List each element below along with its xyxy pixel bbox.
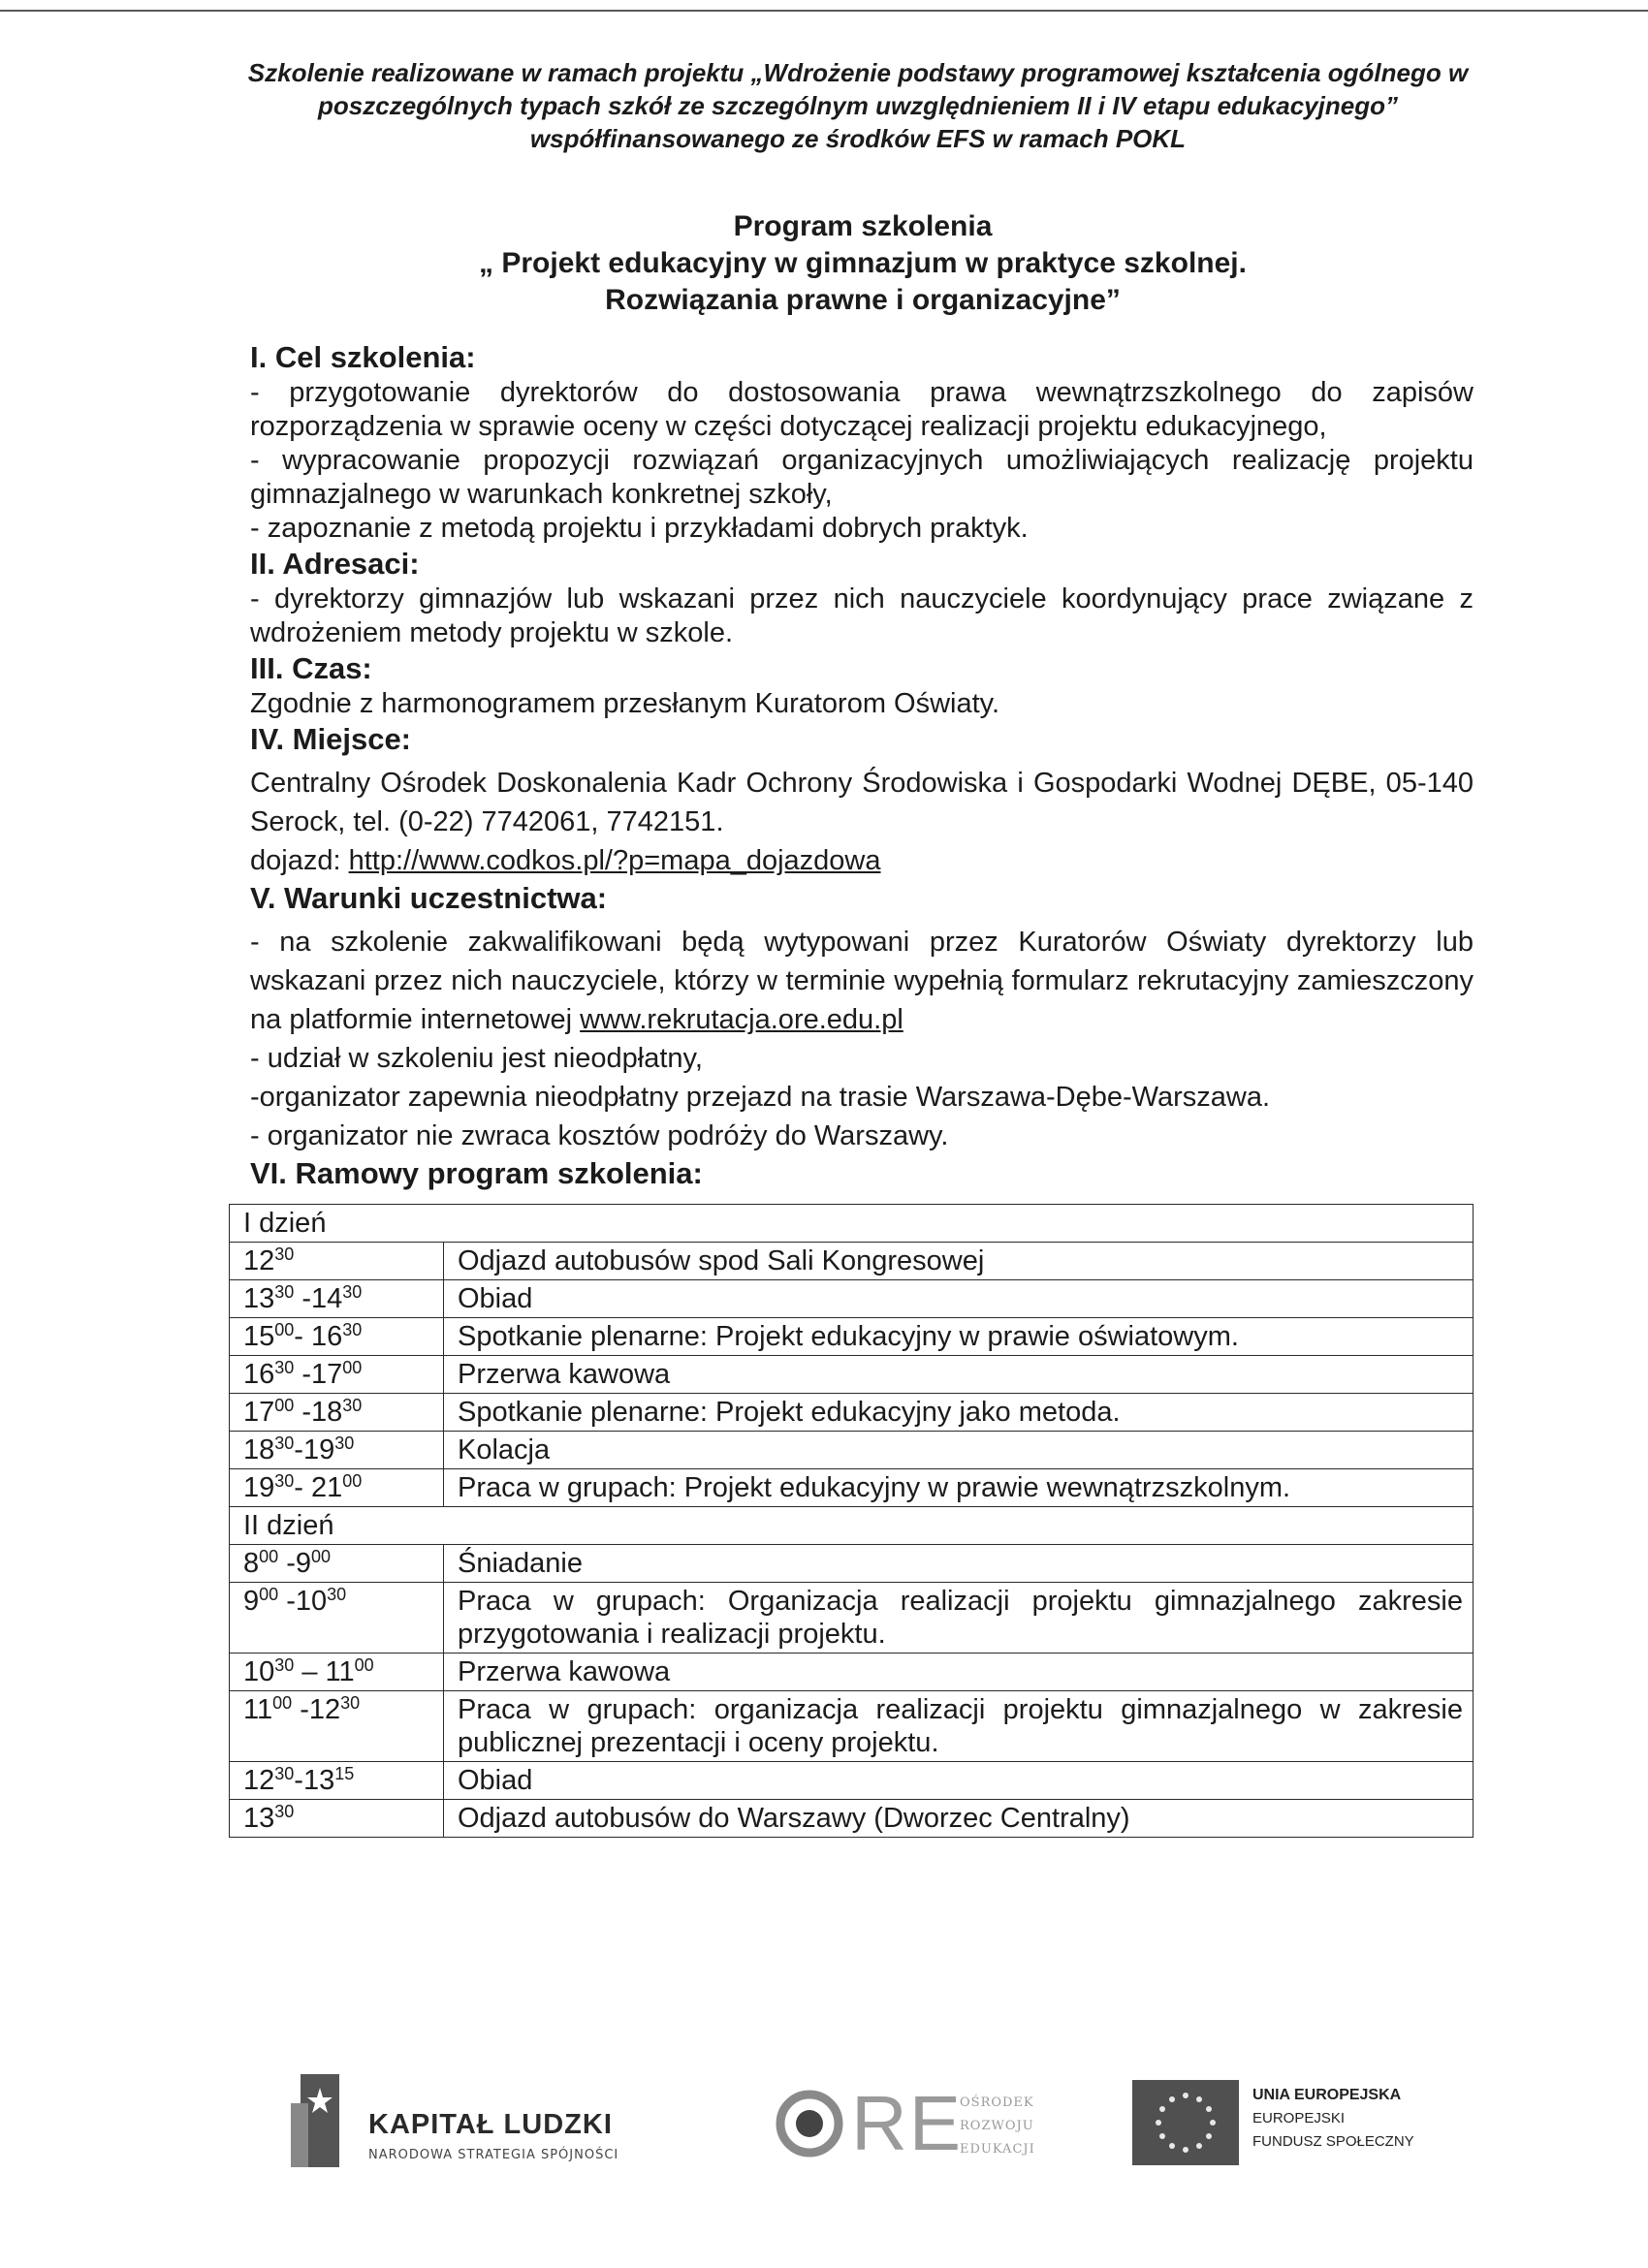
czas-text: Zgodnie z harmonogramem przesłanym Kuratorom Oświaty. bbox=[250, 688, 1000, 719]
section-heading-czas: III. Czas: bbox=[250, 651, 372, 685]
dojazd-label: dojazd: bbox=[250, 845, 341, 876]
time-start-minutes: 00 bbox=[272, 1693, 293, 1713]
schedule-table bbox=[229, 1204, 1474, 1838]
time-end-hour: 14 bbox=[311, 1283, 343, 1314]
schedule-row bbox=[230, 1545, 1474, 1583]
time-start-minutes: 30 bbox=[274, 1471, 295, 1491]
kapital-ludzki-logo bbox=[291, 2064, 619, 2171]
schedule-row bbox=[230, 1243, 1474, 1280]
schedule-time bbox=[230, 1654, 444, 1691]
schedule-row bbox=[230, 1691, 1474, 1762]
warunki-item-3: -organizator zapewnia nieodpłatny przejazd na trasie Warszawa-Dębe-Warszawa. bbox=[250, 1082, 1271, 1113]
rekrutacja-link[interactable]: www.rekrutacja.ore.edu.pl bbox=[580, 1004, 903, 1035]
schedule-time bbox=[230, 1469, 444, 1507]
time-start-minutes: 00 bbox=[259, 1585, 279, 1604]
ore-line-2: ROZWOJU bbox=[960, 2119, 1034, 2133]
time-separator: - bbox=[294, 1283, 312, 1314]
time-separator: - bbox=[294, 1397, 312, 1428]
schedule-day-empty-cell bbox=[444, 1507, 1474, 1545]
schedule-time bbox=[230, 1432, 444, 1469]
eu-logo bbox=[1132, 2080, 1414, 2177]
schedule-time bbox=[230, 1394, 444, 1432]
scan-border-line bbox=[0, 10, 1648, 12]
time-start-hour: 15 bbox=[243, 1321, 275, 1352]
time-end-minutes: 00 bbox=[311, 1547, 332, 1566]
time-start-minutes: 30 bbox=[274, 1764, 295, 1783]
dojazd-link[interactable]: http://www.codkos.pl/?p=mapa_dojazdowa bbox=[348, 845, 881, 876]
time-start-minutes: 00 bbox=[274, 1396, 295, 1415]
time-start-hour: 9 bbox=[243, 1586, 260, 1617]
title-line-1: Program szkolenia bbox=[733, 210, 993, 242]
time-end-minutes: 30 bbox=[327, 1585, 347, 1604]
eu-line-3: FUNDUSZ SPOŁECZNY bbox=[1252, 2133, 1414, 2150]
schedule-activity: Odjazd autobusów spod Sali Kongresowej bbox=[444, 1243, 1474, 1280]
ore-circle-icon bbox=[776, 2090, 843, 2158]
time-end-hour: 12 bbox=[308, 1694, 341, 1725]
header-note-line: poszczególnych typach szkół ze szczególnym uwzględnieniem II i IV etapu edukacyjnego” bbox=[318, 91, 1398, 120]
schedule-activity: Spotkanie plenarne: Projekt edukacyjny w prawie oświatowym. bbox=[444, 1318, 1474, 1356]
time-end-minutes: 30 bbox=[334, 1433, 355, 1453]
miejsce-text: Centralny Ośrodek Doskonalenia Kadr Ochrony Środowiska i Gospodarki Wodnej DĘBE, 05-140 Serock, tel. (0-22) 7742061, 7742151. bbox=[250, 768, 1474, 837]
time-start-minutes: 30 bbox=[274, 1433, 295, 1453]
schedule-body bbox=[230, 1205, 1474, 1838]
time-start-hour: 12 bbox=[243, 1765, 275, 1796]
schedule-row bbox=[230, 1762, 1474, 1800]
schedule-activity: Przerwa kawowa bbox=[444, 1356, 1474, 1394]
schedule-activity: Praca w grupach: Organizacja realizacji projektu gimnazjalnego zakresie przygotowania i realizacji projektu. bbox=[444, 1583, 1474, 1654]
time-end-minutes: 30 bbox=[342, 1396, 363, 1415]
time-start-hour: 16 bbox=[243, 1359, 275, 1390]
time-separator: - bbox=[294, 1321, 312, 1352]
time-start-hour: 8 bbox=[243, 1548, 260, 1579]
schedule-day-empty-cell bbox=[444, 1205, 1474, 1243]
schedule-activity: Śniadanie bbox=[444, 1545, 1474, 1583]
schedule-time bbox=[230, 1800, 444, 1838]
footer-logos bbox=[0, 2064, 1648, 2200]
schedule-day-label: I dzień bbox=[230, 1205, 444, 1243]
time-start-minutes: 30 bbox=[274, 1358, 295, 1377]
schedule-row bbox=[230, 1654, 1474, 1691]
schedule-activity: Kolacja bbox=[444, 1432, 1474, 1469]
eu-line-1: UNIA EUROPEJSKA bbox=[1252, 2087, 1402, 2103]
section-heading-warunki: V. Warunki uczestnictwa: bbox=[250, 881, 608, 915]
title-line-3: Rozwiązania prawne i organizacyjne” bbox=[605, 284, 1121, 316]
time-end-hour: 11 bbox=[325, 1656, 355, 1687]
header-note-line: Szkolenie realizowane w ramach projektu „Wdrożenie podstawy programowej kształcenia ogólnego w bbox=[247, 58, 1469, 87]
kapital-ludzki-title: KAPITAŁ LUDZKI bbox=[368, 2109, 613, 2140]
time-start-hour: 17 bbox=[243, 1397, 275, 1428]
ore-logo bbox=[776, 2080, 1057, 2171]
schedule-activity: Spotkanie plenarne: Projekt edukacyjny jako metoda. bbox=[444, 1394, 1474, 1432]
time-separator: - bbox=[278, 1586, 296, 1617]
section-heading-adresaci: II. Adresaci: bbox=[250, 547, 420, 581]
time-start-minutes: 00 bbox=[259, 1547, 279, 1566]
time-end-minutes: 00 bbox=[354, 1655, 374, 1675]
section-heading-miejsce: IV. Miejsce: bbox=[250, 722, 412, 756]
cel-item-3: - zapoznanie z metodą projektu i przykładami dobrych praktyk. bbox=[250, 513, 1029, 544]
schedule-time bbox=[230, 1318, 444, 1356]
schedule-row bbox=[230, 1280, 1474, 1318]
time-start-hour: 11 bbox=[243, 1694, 273, 1725]
schedule-time bbox=[230, 1280, 444, 1318]
schedule-activity: Obiad bbox=[444, 1762, 1474, 1800]
time-start-hour: 10 bbox=[243, 1656, 275, 1687]
schedule-activity: Praca w grupach: organizacja realizacji projektu gimnazjalnego w zakresie publicznej prezentacji i oceny projektu. bbox=[444, 1691, 1474, 1762]
document-body bbox=[250, 339, 1474, 1192]
time-start-hour: 18 bbox=[243, 1434, 275, 1465]
cel-item-2: - wypracowanie propozycji rozwiązań organizacyjnych umożliwiających realizację projektu gimnazjalnego w warunkach konkretnej szkoły, bbox=[250, 445, 1474, 510]
time-separator: - bbox=[292, 1694, 309, 1725]
schedule-row bbox=[230, 1394, 1474, 1432]
eu-flag-icon bbox=[1132, 2080, 1239, 2165]
time-separator: - bbox=[294, 1472, 312, 1503]
schedule-day-row bbox=[230, 1205, 1474, 1243]
time-separator: - bbox=[294, 1359, 312, 1390]
time-end-hour: 9 bbox=[295, 1548, 312, 1579]
time-end-hour: 17 bbox=[311, 1359, 343, 1390]
schedule-activity: Obiad bbox=[444, 1280, 1474, 1318]
time-start-minutes: 30 bbox=[274, 1282, 295, 1302]
schedule-time bbox=[230, 1762, 444, 1800]
title-line-2: „ Projekt edukacyjny w gimnazjum w praktyce szkolnej. bbox=[479, 247, 1247, 279]
schedule-row bbox=[230, 1800, 1474, 1838]
cel-item-1: - przygotowanie dyrektorów do dostosowania prawa wewnątrzszkolnego do zapisów rozporządzenia w sprawie oceny w części dotyczącej realizacji projektu edukacyjnego, bbox=[250, 377, 1474, 442]
schedule-time bbox=[230, 1356, 444, 1394]
time-start-minutes: 30 bbox=[274, 1802, 295, 1821]
time-end-minutes: 30 bbox=[342, 1320, 363, 1339]
time-end-minutes: 00 bbox=[342, 1471, 363, 1491]
time-end-hour: 10 bbox=[295, 1586, 328, 1617]
header-note-line: współfinansowanego ze środków EFS w ramach POKL bbox=[529, 124, 1187, 153]
time-end-minutes: 30 bbox=[340, 1693, 361, 1713]
schedule-row bbox=[230, 1583, 1474, 1654]
adresaci-text: - dyrektorzy gimnazjów lub wskazani przez nich nauczyciele koordynujący prace związane z wdrożeniem metody projektu w szkole. bbox=[250, 583, 1474, 648]
schedule-time bbox=[230, 1583, 444, 1654]
section-heading-program: VI. Ramowy program szkolenia: bbox=[250, 1156, 703, 1190]
time-start-hour: 12 bbox=[243, 1245, 275, 1276]
warunki-item-2: - udział w szkoleniu jest nieodpłatny, bbox=[250, 1043, 703, 1074]
schedule-time bbox=[230, 1545, 444, 1583]
kapital-ludzki-subtitle: NARODOWA STRATEGIA SPÓJNOŚCI bbox=[368, 2148, 619, 2162]
dojazd-line bbox=[250, 841, 1474, 880]
schedule-day-row bbox=[230, 1507, 1474, 1545]
time-separator: - bbox=[278, 1548, 296, 1579]
schedule-row bbox=[230, 1318, 1474, 1356]
time-end-minutes: 00 bbox=[342, 1358, 363, 1377]
ore-letters: RE bbox=[851, 2080, 964, 2166]
schedule-row bbox=[230, 1469, 1474, 1507]
time-start-minutes: 30 bbox=[274, 1655, 295, 1675]
time-end-hour: 16 bbox=[311, 1321, 343, 1352]
time-end-hour: 18 bbox=[311, 1397, 343, 1428]
schedule-activity: Praca w grupach: Projekt edukacyjny w prawie wewnątrzszkolnym. bbox=[444, 1469, 1474, 1507]
schedule-day-label: II dzień bbox=[230, 1507, 444, 1545]
time-separator: - bbox=[294, 1765, 303, 1796]
schedule-activity: Odjazd autobusów do Warszawy (Dworzec Centralny) bbox=[444, 1800, 1474, 1838]
time-start-minutes: 30 bbox=[274, 1244, 295, 1264]
warunki-item-4: - organizator nie zwraca kosztów podróży do Warszawy. bbox=[250, 1120, 949, 1151]
time-end-minutes: 30 bbox=[342, 1282, 363, 1302]
time-end-hour: 21 bbox=[311, 1472, 343, 1503]
ore-side-text bbox=[960, 2092, 1035, 2161]
schedule-row bbox=[230, 1432, 1474, 1469]
schedule-time bbox=[230, 1691, 444, 1762]
time-end-hour: 13 bbox=[302, 1765, 335, 1796]
time-start-hour: 19 bbox=[243, 1472, 275, 1503]
project-header-note bbox=[223, 56, 1493, 155]
time-end-minutes: 15 bbox=[334, 1764, 355, 1783]
time-start-minutes: 00 bbox=[274, 1320, 295, 1339]
warunki-item-1-text: - na szkolenie zakwalifikowani będą wytypowani przez Kuratorów Oświaty dyrektorzy lub wskazani przez nich nauczyciele, którzy w terminie wypełnią formularz rekrutacyjny zamieszczony na platformie internetowej bbox=[250, 927, 1474, 1035]
schedule-activity: Przerwa kawowa bbox=[444, 1654, 1474, 1691]
schedule-time bbox=[230, 1243, 444, 1280]
time-end-hour: 19 bbox=[302, 1434, 335, 1465]
section-heading-cel: I. Cel szkolenia: bbox=[250, 340, 476, 374]
time-separator: – bbox=[294, 1656, 326, 1687]
eu-line-2: EUROPEJSKI bbox=[1252, 2110, 1346, 2126]
eu-text bbox=[1252, 2084, 1414, 2154]
document-title bbox=[291, 208, 1435, 319]
ore-line-3: EDUKACJI bbox=[960, 2142, 1035, 2157]
ore-line-1: OŚRODEK bbox=[960, 2095, 1034, 2110]
time-separator: - bbox=[294, 1434, 303, 1465]
warunki-item-1 bbox=[250, 923, 1474, 1039]
time-start-hour: 13 bbox=[243, 1283, 275, 1314]
schedule-row bbox=[230, 1356, 1474, 1394]
kapital-ludzki-flag-icon bbox=[291, 2074, 341, 2167]
time-start-hour: 13 bbox=[243, 1803, 275, 1834]
